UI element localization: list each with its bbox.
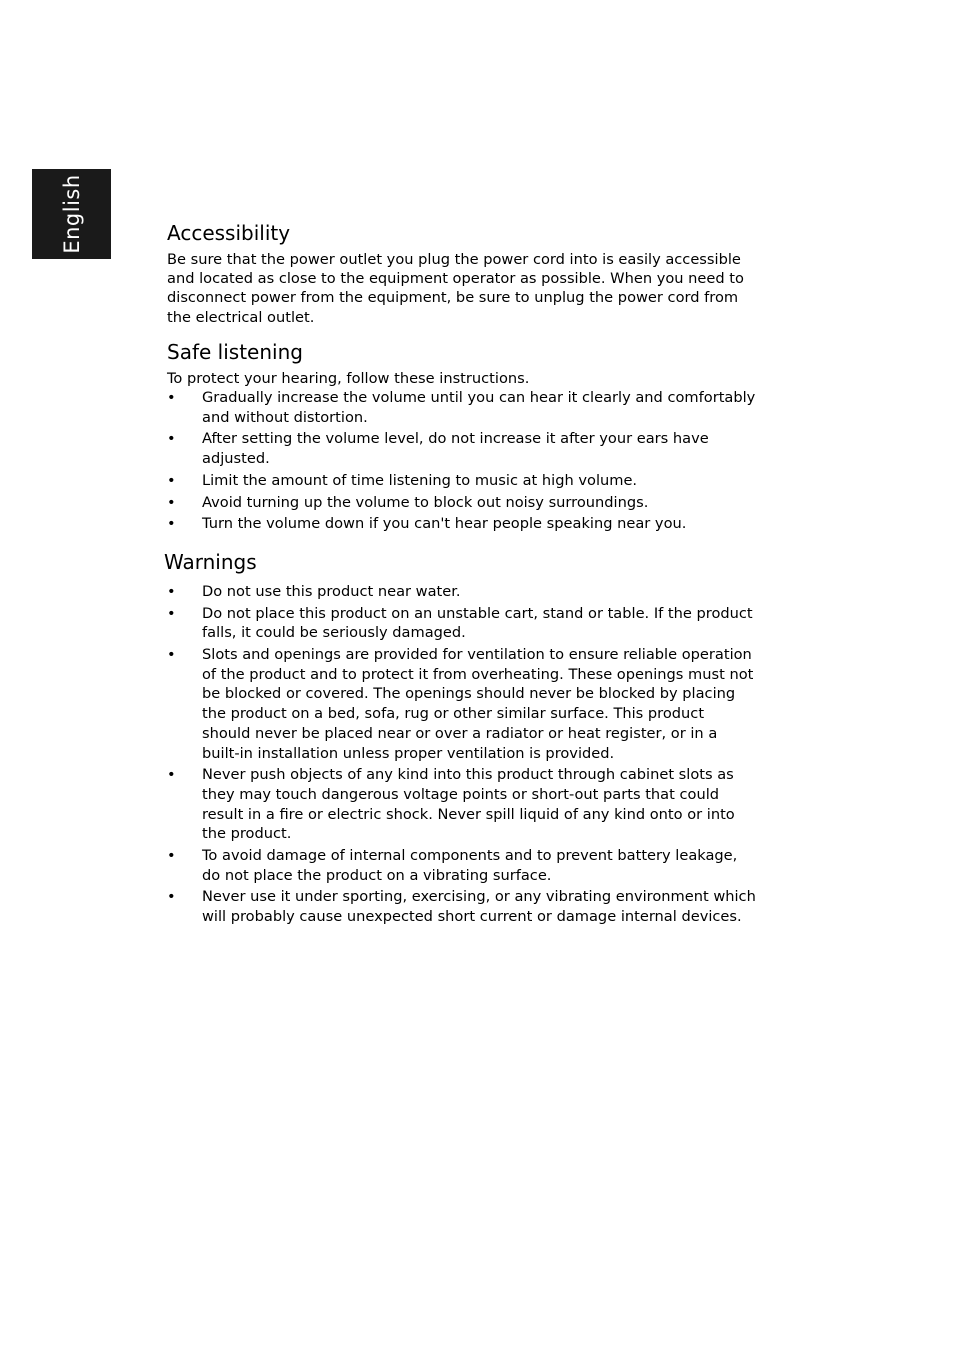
list-item [167,604,757,643]
bullet-icon: • [167,646,176,664]
bullet-icon: • [167,847,176,865]
warnings-heading: Warnings [164,549,257,574]
bullet-icon: • [167,430,176,448]
bullet-icon: • [167,604,176,622]
list-item-text: Gradually increase the volume until you can hear it clearly and comfortably and without distortion. [202,389,756,426]
safe-listening-list [167,388,757,534]
bullet-icon: • [167,582,176,600]
list-item-text: After setting the volume level, do not increase it after your ears have adjusted. [202,430,709,468]
page-content [164,219,757,929]
list-item-text: Limit the amount of time listening to music at high volume. [202,471,638,489]
list-item [167,493,757,513]
warnings-list [167,582,757,927]
bullet-icon: • [167,471,176,489]
list-item-text: Never use it under sporting, exercising, or any vibrating environment which will probably cause unexpected short current or damage internal devices. [202,888,756,926]
list-item [167,388,757,427]
bullet-icon: • [167,766,176,784]
list-item [167,582,757,602]
list-item [167,514,757,534]
list-item-text: Do not place this product on an unstable cart, stand or table. If the product falls, it could be seriously damaged. [202,604,753,642]
list-item-text: Do not use this product near water. [202,582,461,600]
language-tab [32,169,111,259]
bullet-icon: • [167,389,176,407]
safe-listening-intro: To protect your hearing, follow these instructions. [167,369,530,387]
list-item [167,645,757,763]
list-item-text: Turn the volume down if you can't hear people speaking near you. [202,515,687,533]
accessibility-body: Be sure that the power outlet you plug the power cord into is easily accessible and located as close to the equipment operator as possible. When you need to disconnect power from the equipment, be sure to unplug the power cord from the electrical outlet. [167,251,744,326]
language-tab-label: English [59,174,84,254]
list-item [167,765,757,844]
list-item-text: Avoid turning up the volume to block out noisy surroundings. [202,493,649,511]
list-item [167,846,757,885]
list-item [167,471,757,491]
bullet-icon: • [167,493,176,511]
list-item-text: Never push objects of any kind into this product through cabinet slots as they may touch dangerous voltage points or short-out parts that could result in a fire or electric shock. Never spill liquid of any kind onto or into the product. [202,766,735,843]
safe-listening-heading: Safe listening [167,339,303,364]
list-item [167,429,757,468]
bullet-icon: • [167,515,176,533]
bullet-icon: • [167,888,176,906]
list-item [167,887,757,926]
list-item-text: To avoid damage of internal components and to prevent battery leakage, do not place the product on a vibrating surface. [202,847,738,884]
list-item-text: Slots and openings are provided for ventilation to ensure reliable operation of the product and to protect it from overheating. These openings must not be blocked or covered. The openings should never be blocked by placing the product on a bed, sofa, rug or other similar surface. This product should never be placed near or over a radiator or heat register, or in a built-in installation unless proper ventilation is provided. [202,646,754,762]
accessibility-heading: Accessibility [167,221,291,245]
